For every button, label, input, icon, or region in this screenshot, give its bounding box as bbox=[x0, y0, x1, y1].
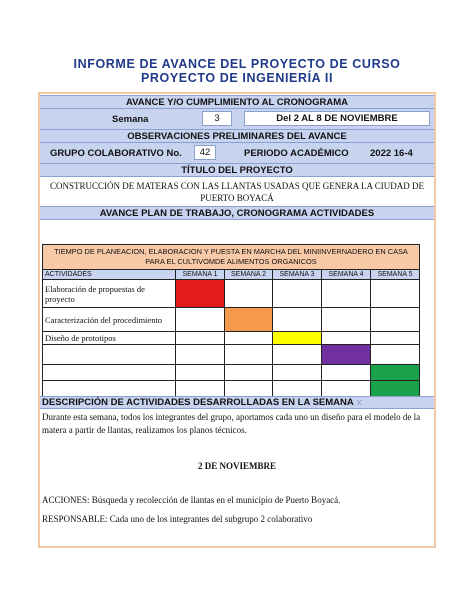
gantt-cell-week-5 bbox=[371, 308, 420, 332]
gantt-col-week-4: SEMANA 4 bbox=[322, 270, 371, 280]
group-label: GRUPO COLABORATIVO No. bbox=[50, 147, 182, 159]
gantt-activity: Elaboración de propuestas de proyecto bbox=[43, 280, 176, 308]
date-heading: 2 DE NOVIEMBRE bbox=[197, 461, 276, 471]
gantt-col-week-5: SEMANA 5 bbox=[371, 270, 420, 280]
descripcion-band bbox=[40, 396, 434, 409]
gantt-col-week-3: SEMANA 3 bbox=[273, 270, 322, 280]
gantt-row bbox=[43, 280, 420, 308]
descripcion-label: DESCRIPCIÓN DE ACTIVIDADES DESARROLLADAS EN LA SEMANA bbox=[42, 397, 354, 408]
project-title: CONSTRUCCIÓN DE MATERAS CON LAS LLANTAS USADAS QUE GENERA LA CIUDAD DE PUERTO BOYACÁ bbox=[40, 178, 434, 206]
gantt-table bbox=[42, 244, 420, 397]
week-number: 3 bbox=[202, 111, 232, 126]
gantt-bar bbox=[273, 332, 322, 345]
gantt-cell-week-4 bbox=[322, 332, 371, 345]
gantt-col-week-1: SEMANA 1 bbox=[176, 270, 225, 280]
gantt-bar bbox=[371, 365, 420, 381]
gantt-row bbox=[43, 381, 420, 397]
period-label: PERIODO ACADÉMICO bbox=[244, 147, 349, 159]
gantt-activity: Caracterización del procedimiento bbox=[43, 308, 176, 332]
week-range: Del 2 AL 8 DE NOVIEMBRE bbox=[244, 111, 430, 126]
gantt-activity: Diseño de prototipos bbox=[43, 332, 176, 345]
gantt-row bbox=[43, 308, 420, 332]
gantt-cell-week-3 bbox=[273, 381, 322, 397]
description-paragraph: Durante esta semana, todos los integrantes del grupo, aportamos cada uno un diseño para el modelo de la matera a partir de llantas, realizamos los planos técnicos. bbox=[42, 412, 421, 435]
gantt-cell-week-4 bbox=[322, 381, 371, 397]
gantt-bar bbox=[176, 280, 225, 308]
gantt-row bbox=[43, 332, 420, 345]
gantt-activity bbox=[43, 365, 176, 381]
gantt-cell-week-3 bbox=[273, 308, 322, 332]
gantt-cell-week-2 bbox=[225, 381, 273, 397]
gantt-col-week-2: SEMANA 2 bbox=[225, 270, 273, 280]
gantt-cell-week-1 bbox=[176, 308, 225, 332]
titulo-band: TÍTULO DEL PROYECTO bbox=[40, 163, 434, 177]
report-subtitle: PROYECTO DE INGENIERÍA II bbox=[140, 71, 334, 85]
week-row bbox=[40, 109, 434, 129]
observaciones-band: OBSERVACIONES PRELIMINARES DEL AVANCE bbox=[40, 129, 434, 143]
gantt-cell-week-1 bbox=[176, 332, 225, 345]
gantt-col-activities: ACTIVIDADES bbox=[43, 270, 176, 280]
gantt-cell-week-2 bbox=[225, 345, 273, 365]
plan-band: AVANCE PLAN DE TRABAJO, CRONOGRAMA ACTIVIDADES bbox=[40, 206, 434, 220]
gantt-activity bbox=[43, 345, 176, 365]
gantt-cell-week-3 bbox=[273, 345, 322, 365]
cronograma-band: AVANCE Y/O CUMPLIMIENTO AL CRONOGRAMA bbox=[40, 95, 434, 109]
gantt-cell-week-4 bbox=[322, 365, 371, 381]
gantt-activity bbox=[43, 381, 176, 397]
gantt-cell-week-2 bbox=[225, 280, 273, 308]
group-row bbox=[40, 143, 434, 163]
gantt-row bbox=[43, 345, 420, 365]
acciones-text: ACCIONES: Búsqueda y recolección de llantas en el municipio de Puerto Boyacá. bbox=[42, 495, 341, 505]
gantt-row bbox=[43, 365, 420, 381]
descripcion-week-marker: x bbox=[356, 397, 362, 408]
gantt-cell-week-5 bbox=[371, 280, 420, 308]
gantt-bar bbox=[225, 308, 273, 332]
week-label: Semana bbox=[112, 113, 149, 125]
responsable-text: RESPONSABLE: Cada uno de los integrantes del subgrupo 2 colaborativo bbox=[42, 514, 313, 524]
gantt-bar bbox=[322, 345, 371, 365]
gantt-cell-week-2 bbox=[225, 365, 273, 381]
gantt-bar bbox=[371, 381, 420, 397]
group-number: 42 bbox=[194, 145, 216, 160]
gantt-cell-week-1 bbox=[176, 345, 225, 365]
gantt-cell-week-5 bbox=[371, 332, 420, 345]
gantt-cell-week-3 bbox=[273, 365, 322, 381]
gantt-cell-week-1 bbox=[176, 381, 225, 397]
gantt-header: TIEMPO DE PLANEACION, ELABORACION Y PUESTA EN MARCHA DEL MINIINVERNADERO EN CASA PARA EL CULTIVOMDE ALIMENTOS ORGANICOS bbox=[43, 245, 420, 270]
gantt-cell-week-4 bbox=[322, 308, 371, 332]
gantt-cell-week-3 bbox=[273, 280, 322, 308]
gantt-cell-week-2 bbox=[225, 332, 273, 345]
report-title: INFORME DE AVANCE DEL PROYECTO DE CURSO bbox=[73, 57, 401, 71]
gantt-cell-week-5 bbox=[371, 345, 420, 365]
gantt-cell-week-1 bbox=[176, 365, 225, 381]
gantt-cell-week-4 bbox=[322, 280, 371, 308]
period-value: 2022 16-4 bbox=[370, 147, 413, 159]
